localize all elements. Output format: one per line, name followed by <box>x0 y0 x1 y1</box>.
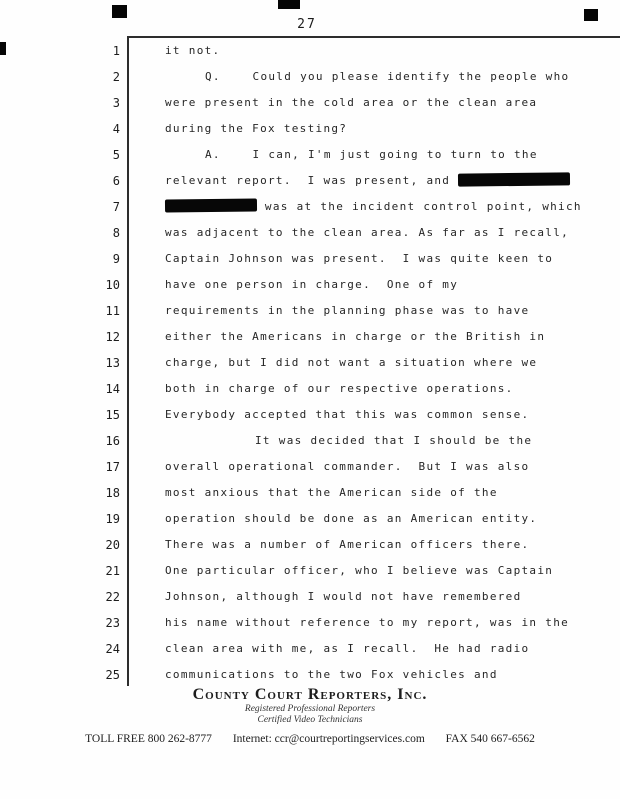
transcript-text: One particular officer, who I believe was Captain <box>165 564 554 577</box>
line-number: 16 <box>105 434 120 448</box>
transcript-text: Captain Johnson was present. I was quite keen to <box>165 252 554 265</box>
transcript-text: operation should be done as an American entity. <box>165 512 538 525</box>
transcript-line <box>0 142 620 168</box>
company-tagline: Registered Professional Reporters <box>244 704 376 714</box>
transcript-line <box>0 532 620 558</box>
line-number: 25 <box>105 668 120 682</box>
scan-artifact <box>112 5 127 18</box>
line-number: 14 <box>105 382 120 396</box>
transcript-text: communications to the two Fox vehicles and <box>165 668 498 681</box>
scan-artifact <box>278 0 300 9</box>
transcript-line <box>0 116 620 142</box>
transcript-text: was at the incident control point, which <box>165 194 582 220</box>
fax-number: FAX 540 667-6562 <box>445 733 535 745</box>
line-number: 7 <box>112 200 120 214</box>
transcript-text: have one person in charge. One of my <box>165 278 459 291</box>
transcript-text: requirements in the planning phase was to have <box>165 304 530 317</box>
line-number: 12 <box>105 330 120 344</box>
transcript-text: it not. <box>165 44 221 57</box>
transcript-line <box>0 376 620 402</box>
line-number: 11 <box>105 304 120 318</box>
transcript-line <box>0 350 620 376</box>
transcript-line <box>0 558 620 584</box>
transcript-line <box>0 64 620 90</box>
redaction-bar <box>458 172 570 186</box>
transcript-line <box>0 662 620 688</box>
transcript-line <box>0 506 620 532</box>
transcript-line <box>0 38 620 64</box>
transcript-text: relevant report. I was present, and <box>165 168 570 194</box>
transcript-line <box>0 220 620 246</box>
transcript-body <box>0 38 620 688</box>
transcript-text: either the Americans in charge or the British in <box>165 330 546 343</box>
reporter-footer <box>0 686 620 745</box>
line-number: 4 <box>112 122 120 136</box>
transcript-line <box>0 454 620 480</box>
line-number: 8 <box>112 226 120 240</box>
line-number: 21 <box>105 564 120 578</box>
line-number: 23 <box>105 616 120 630</box>
line-number: 18 <box>105 486 120 500</box>
scan-artifact <box>584 9 598 21</box>
internet-email: Internet: ccr@courtreportingservices.com <box>232 733 425 745</box>
transcript-line <box>0 480 620 506</box>
transcript-line <box>0 428 620 454</box>
line-number: 15 <box>105 408 120 422</box>
transcript-text: clean area with me, as I recall. He had radio <box>165 642 530 655</box>
transcript-line <box>0 168 620 194</box>
line-number: 10 <box>105 278 120 292</box>
line-number: 19 <box>105 512 120 526</box>
line-number: 20 <box>105 538 120 552</box>
toll-free-number: TOLL FREE 800 262-8777 <box>85 733 212 745</box>
transcript-text: It was decided that I should be the <box>255 434 533 447</box>
line-number: 13 <box>105 356 120 370</box>
transcript-text: charge, but I did not want a situation where we <box>165 356 538 369</box>
line-number: 5 <box>112 148 120 162</box>
transcript-line <box>0 402 620 428</box>
transcript-text: Everybody accepted that this was common sense. <box>165 408 530 421</box>
company-tagline-2: Certified Video Technicians <box>257 715 363 725</box>
transcript-text: during the Fox testing? <box>165 122 348 135</box>
line-number: 9 <box>112 252 120 266</box>
line-number: 2 <box>112 70 120 84</box>
transcript-text: were present in the cold area or the clean area <box>165 96 538 109</box>
line-number: 22 <box>105 590 120 604</box>
transcript-text: overall operational commander. But I was also <box>165 460 530 473</box>
page-number: 27 <box>297 17 317 32</box>
transcript-line <box>0 90 620 116</box>
transcript-text: There was a number of American officers there. <box>165 538 530 551</box>
contact-line <box>0 733 620 745</box>
line-number: 1 <box>112 44 120 58</box>
transcript-line <box>0 636 620 662</box>
transcript-text: his name without reference to my report, was in the <box>165 616 570 629</box>
transcript-line <box>0 298 620 324</box>
line-number: 24 <box>105 642 120 656</box>
transcript-line <box>0 324 620 350</box>
transcript-line <box>0 584 620 610</box>
transcript-text: A. I can, I'm just going to turn to the <box>205 148 538 161</box>
line-number: 17 <box>105 460 120 474</box>
transcript-line <box>0 610 620 636</box>
transcript-line <box>0 246 620 272</box>
line-number: 6 <box>112 174 120 188</box>
transcript-text: Q. Could you please identify the people who <box>205 70 570 83</box>
line-number: 3 <box>112 96 120 110</box>
redaction-bar <box>165 199 257 213</box>
transcript-text: both in charge of our respective operations. <box>165 382 514 395</box>
transcript-text: most anxious that the American side of the <box>165 486 498 499</box>
transcript-text: was adjacent to the clean area. As far as I recall, <box>165 226 570 239</box>
transcript-text: Johnson, although I would not have remembered <box>165 590 522 603</box>
company-name: County Court Reporters, Inc. <box>192 686 428 703</box>
transcript-line <box>0 194 620 220</box>
transcript-line <box>0 272 620 298</box>
